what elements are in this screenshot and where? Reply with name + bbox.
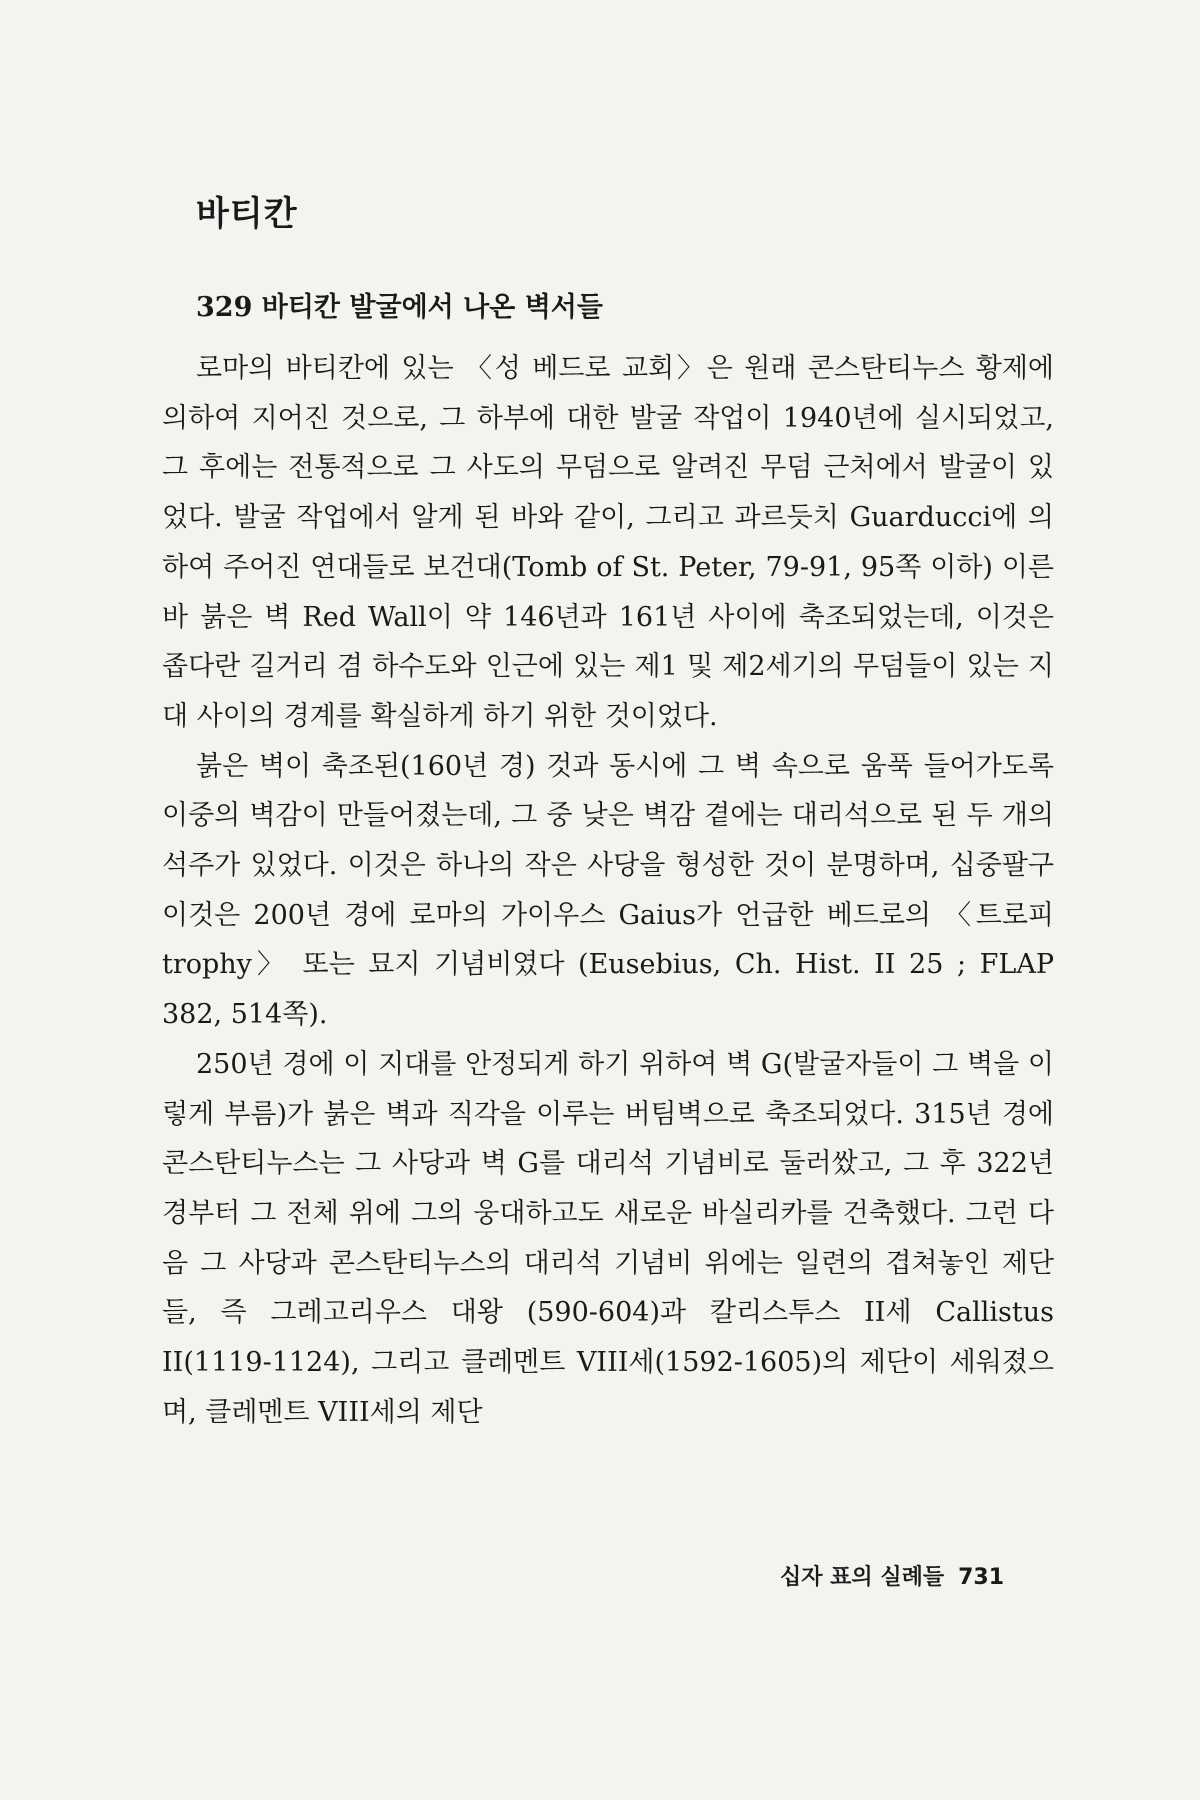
running-title: 십자 표의 실례들 bbox=[780, 1565, 945, 1590]
body-text bbox=[162, 344, 1054, 1437]
paragraph-2: 붉은 벽이 축조된(160년 경) 것과 동시에 그 벽 속으로 움푹 들어가도록 이중의 벽감이 만들어졌는데, 그 중 낮은 벽감 곁에는 대리석으로 된 두 개의 석주가 있었다. 이것은 하나의 작은 사당을 형성한 것이 분명하며, 십중팔구 이것은 200년 경에 로마의 가이우스 Gaius가 언급한 베드로의 〈트로피 trophy〉 또는 묘지 기념비였다 (Eusebius, Ch. Hist. II 25 ; FLAP 382, 514쪽). bbox=[162, 750, 1054, 1031]
paragraph-3: 250년 경에 이 지대를 안정되게 하기 위하여 벽 G(발굴자들이 그 벽을 이렇게 부름)가 붉은 벽과 직각을 이루는 버팀벽으로 축조되었다. 315년 경에 콘스탄티누스는 그 사당과 벽 G를 대리석 기념비로 둘러쌌고, 그 후 322년 경부터 그 전체 위에 그의 웅대하고도 새로운 바실리카를 건축했다. 그런 다음 그 사당과 콘스탄티누스의 대리석 기념비 위에는 일련의 겹쳐놓인 제단들, 즉 그레고리우스 대왕 (590-604)과 칼리스투스 II세 Callistus II(1119-1124), 그리고 클레멘트 VIII세(1592-1605)의 제단이 세워졌으며, 클레멘트 VIII세의 제단 bbox=[162, 1048, 1054, 1428]
chapter-title: 바티칸 bbox=[196, 194, 298, 234]
section-heading: 329 바티칸 발굴에서 나온 벽서들 bbox=[196, 292, 603, 323]
paragraph-1: 로마의 바티칸에 있는 〈성 베드로 교회〉은 원래 콘스탄티누스 황제에 의하여 지어진 것으로, 그 하부에 대한 발굴 작업이 1940년에 실시되었고, 그 후에는 전통적으로 그 사도의 무덤으로 알려진 무덤 근처에서 발굴이 있었다. 발굴 작업에서 알게 된 바와 같이, 그리고 과르듯치 Guarducci에 의하여 주어진 연대들로 보건대(Tomb of St. Peter, 79-91, 95쪽 이하) 이른바 붉은 벽 Red Wall이 약 146년과 161년 사이에 축조되었는데, 이것은 좁다란 길거리 겸 하수도와 인근에 있는 제1 및 제2세기의 무덤들이 있는 지대 사이의 경계를 확실하게 하기 위한 것이었다. bbox=[162, 353, 1054, 732]
page-number: 731 bbox=[958, 1565, 1005, 1590]
page-footer bbox=[780, 1560, 1004, 1591]
